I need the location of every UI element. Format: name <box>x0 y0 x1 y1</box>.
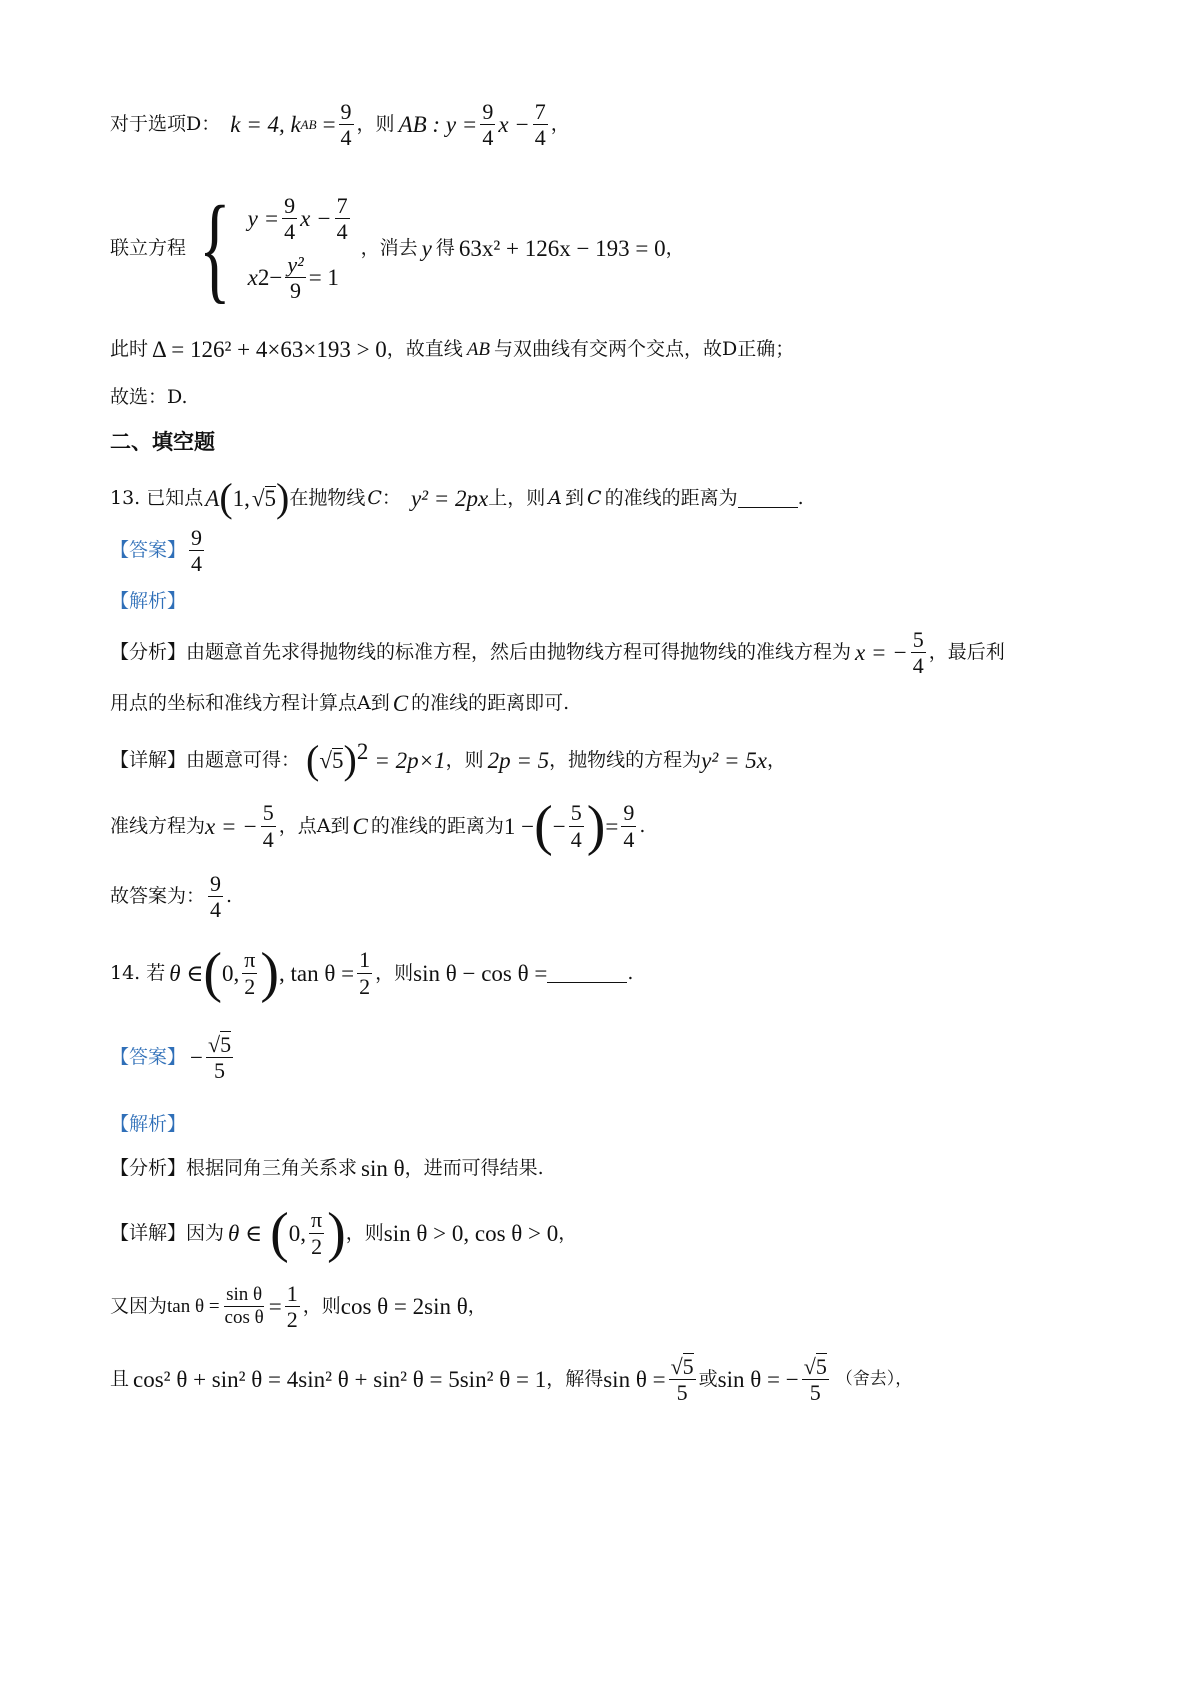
zero: 0, <box>222 960 240 986</box>
text: . <box>639 814 646 837</box>
fraction <box>480 100 495 149</box>
theta-expr: θ ∈ <box>228 1220 263 1246</box>
text: ，消去 <box>360 236 418 259</box>
frac-num: 5 <box>262 800 274 826</box>
text: . <box>627 961 634 984</box>
text: 或 <box>698 1368 718 1391</box>
text: ，则 <box>356 113 395 136</box>
fraction <box>282 194 297 243</box>
q14-qie <box>110 1355 912 1404</box>
frac-num: 9 <box>284 192 296 218</box>
fraction <box>533 100 548 149</box>
fenxi-label: 【分析】 <box>110 1157 187 1179</box>
text: ，抛物线的方程为 <box>549 748 702 771</box>
c-ref: C <box>587 486 602 509</box>
ab-label: AB <box>466 339 491 360</box>
text: 用点的坐标和准线方程计算点A到 <box>110 692 390 714</box>
sqrt-value: 5 <box>331 748 344 773</box>
text: 在抛物线 <box>289 486 366 509</box>
equals: = <box>605 813 619 839</box>
fraction <box>621 801 636 850</box>
frac-den: 5 <box>214 1058 226 1084</box>
fraction: $\frac{√5}{5}$ <box>803 1354 827 1406</box>
frac-num: 7 <box>336 192 348 218</box>
q14-xiangjie: 【详解】 因为 θ ∈ ( 0, $\frac{\pi}{2}$ ) ，则 sin θ > 0, cos θ > 0 ， <box>110 1202 578 1264</box>
parabola-eq: y² = 2px <box>410 485 489 511</box>
theta-expr: θ ∈ <box>169 960 204 986</box>
text: ， <box>558 1221 578 1244</box>
q13-final <box>110 872 232 921</box>
one-minus: 1 − <box>503 813 535 839</box>
point-a: A <box>205 485 220 511</box>
fraction <box>357 948 372 997</box>
frac-den: 2 <box>311 1233 323 1259</box>
equation-system <box>248 194 353 302</box>
choice-line <box>110 388 188 407</box>
eq2-x: x <box>247 265 258 291</box>
text: ，则 <box>345 1221 384 1244</box>
quadratic-result: 63x² + 126x − 193 = 0 <box>458 235 666 261</box>
frac-num: 1 <box>286 1281 298 1306</box>
c-ref: C <box>392 691 409 716</box>
eq2-end: = 1 <box>308 265 339 291</box>
answer-label: 【答案】 <box>110 1046 187 1069</box>
fraction: $\frac{√5}{5}$ <box>208 1032 232 1084</box>
text: ： <box>381 486 401 509</box>
section-heading <box>110 432 215 453</box>
xiangjie-label: 【详解】 <box>110 748 187 771</box>
k-expr: k = 4, k <box>230 112 301 138</box>
frac-den: 4 <box>262 826 274 852</box>
frac-num: y² <box>287 252 304 277</box>
text: ，则 <box>302 1295 341 1318</box>
answer-blank <box>547 964 627 983</box>
fenxi-label: 【分析】 <box>110 641 187 664</box>
q14-jiexi <box>110 1115 186 1134</box>
frac-num: 1 <box>359 947 371 973</box>
c-ref: C <box>352 813 368 839</box>
brace: { <box>198 181 231 314</box>
xiangjie-label: 【详解】 <box>110 1221 187 1244</box>
frac-den: 9 <box>290 278 302 304</box>
sin-expr: sin θ = <box>603 1367 666 1393</box>
system-prefix: 联立方程 <box>110 236 187 259</box>
frac-den: 4 <box>336 218 348 244</box>
eq-expr: = 2p×1 <box>374 747 446 773</box>
q13-fenxi <box>110 628 1005 677</box>
jiexi-label: 【解析】 <box>110 590 187 612</box>
eq2-expr: 2p = 5 <box>487 747 550 773</box>
q13-jiexi <box>110 592 186 611</box>
frac-den: 2 <box>244 973 256 999</box>
text: 上，则 <box>488 486 546 509</box>
fraction <box>911 628 926 677</box>
eq3-expr: y² = 5x <box>701 747 768 773</box>
text: 的准线的距离即可. <box>411 692 570 714</box>
text: ，故直线 <box>386 338 463 360</box>
text: ，最后利 <box>928 641 1005 664</box>
sqrt-value: 5 <box>220 1032 232 1057</box>
frac-den: 4 <box>191 551 203 577</box>
text: 的准线的距离为 <box>370 814 504 837</box>
sin-expr: sin θ = − <box>717 1367 799 1393</box>
system-line <box>110 181 685 314</box>
frac-den: 4 <box>340 125 352 151</box>
minus: − <box>552 813 566 839</box>
zero: 0, <box>288 1220 307 1246</box>
frac-num: 9 <box>340 99 352 124</box>
eq1-x: x − <box>300 205 332 231</box>
section-title: 二、填空题 <box>110 430 215 454</box>
option-d-line <box>110 100 570 149</box>
fraction <box>208 872 223 921</box>
x-expr: x − <box>498 112 530 138</box>
fraction <box>285 253 305 302</box>
frac-num: π <box>244 947 256 973</box>
text: ， <box>665 236 685 259</box>
x-expr: x = − <box>855 640 908 666</box>
frac-den: 4 <box>210 897 222 923</box>
text: 因为 <box>186 1221 225 1244</box>
option-d-prefix: 对于选项D： <box>110 113 221 136</box>
q13-answer <box>110 526 207 575</box>
frac-num: sin θ <box>226 1284 263 1306</box>
frac-den: 4 <box>912 653 924 679</box>
paren-right: ) <box>276 475 290 520</box>
question-number: 13. 已知点 <box>110 486 204 509</box>
text: ，则 <box>375 961 414 984</box>
kab-subscript: AB <box>300 117 317 133</box>
fraction: $\frac{√5}{5}$ <box>670 1354 694 1406</box>
text: 且 <box>110 1368 130 1391</box>
text: ，解得 <box>546 1368 604 1391</box>
sin-expr: sin θ <box>361 1156 405 1181</box>
sign-expr: sin θ > 0, cos θ > 0 <box>383 1220 559 1246</box>
equation-2: x 2 − $\frac{\text{y²}}{9}$ = 1 <box>247 252 339 304</box>
q13-xiangjie: 【详解】 由题意可得： ( √ 5 ) 2 = 2p×1 ，则 2p = 5 ，抛物线的方程为 y² = 5x ， <box>110 737 787 782</box>
fraction <box>285 1282 300 1331</box>
question-14: 14. 若 θ ∈ ( 0, $\frac{\pi}{2}$ ) , tan θ = $\frac{1}{2}$ ，则 sin θ − cos θ = . <box>110 942 634 1004</box>
q14-fenxi <box>110 1157 544 1180</box>
q13-fenxi-2 <box>110 692 569 715</box>
frac-den: 4 <box>534 125 546 151</box>
tan-expr: tan θ = <box>167 1296 220 1318</box>
coord-sqrt: 5 <box>264 486 277 511</box>
fraction <box>309 1208 324 1257</box>
text: 故答案为： <box>110 885 206 908</box>
question-13: 13. 已知点 A ( 1, √ 5 ) 在抛物线 C ： y² = 2px 上，则 A 到 C 的准线的距离为 . <box>110 475 804 520</box>
coord-x: 1, <box>232 485 250 511</box>
q14-answer <box>110 1033 236 1082</box>
discriminant-line <box>110 338 794 361</box>
identity-expr: cos² θ + sin² θ = 4sin² θ + sin² θ = 5sin² θ = 1 <box>133 1367 547 1393</box>
text: 又因为 <box>110 1295 168 1318</box>
equals: = <box>322 112 336 138</box>
discriminant-expr: Δ = 126² + 4×63×193 > 0 <box>152 337 387 362</box>
frac-num: π <box>311 1207 323 1233</box>
frac-den: 4 <box>284 218 296 244</box>
equals: = <box>268 1294 282 1320</box>
text: 此时 <box>110 338 149 360</box>
text: ，进而可得结果. <box>404 1157 544 1179</box>
frac-den: cos θ <box>224 1307 264 1329</box>
fraction <box>569 801 584 850</box>
sqrt-value: 5 <box>682 1354 694 1379</box>
eq1-y: y = <box>247 205 280 231</box>
ab-expr: AB : y = <box>398 112 478 138</box>
parabola-c: C <box>367 486 382 509</box>
tan-expr: , tan θ = <box>279 960 355 986</box>
text: ， <box>767 748 787 771</box>
question-number: 14. 若 <box>110 961 166 984</box>
frac-num: 9 <box>482 99 494 124</box>
text: . <box>797 486 804 509</box>
text: ，则 <box>445 748 484 771</box>
text: 准线方程为 <box>110 814 206 837</box>
answer-label: 【答案】 <box>110 539 187 562</box>
frac-num: 5 <box>570 800 582 826</box>
jiexi-label: 【解析】 <box>110 1113 187 1135</box>
frac-num: 9 <box>191 525 203 550</box>
q14-you <box>110 1282 487 1331</box>
cos-expr: cos θ = 2sin θ <box>340 1294 468 1320</box>
text: 由题意首先求得抛物线的标准方程，然后由抛物线方程可得抛物线的准线方程为 <box>186 641 852 664</box>
frac-den: 5 <box>809 1380 821 1406</box>
text: ，点A到 <box>278 814 350 837</box>
frac-den: 4 <box>623 826 635 852</box>
frac-num: 9 <box>210 871 222 896</box>
fraction <box>335 194 350 243</box>
choice-text: 故选：D. <box>110 386 188 408</box>
text: 由题意可得： <box>186 748 301 771</box>
frac-den: 4 <box>482 125 494 151</box>
text: 到 <box>565 486 585 509</box>
sqrt-value: 5 <box>815 1354 827 1379</box>
minus: − <box>190 1045 203 1071</box>
note: （舍去）， <box>835 1369 913 1390</box>
text: 得 <box>435 236 455 259</box>
text: ， <box>550 113 570 136</box>
text: . <box>226 885 233 908</box>
frac-den: 2 <box>286 1307 298 1333</box>
fraction <box>242 948 257 997</box>
fraction <box>339 100 354 149</box>
frac-num: 7 <box>534 99 546 124</box>
frac-den: 5 <box>676 1380 688 1406</box>
fraction <box>261 801 276 850</box>
q13-zhunxian: 准线方程为 x = − $\frac{5}{4}$ ，点A到 C 的准线的距离为 1 − ( − $\frac{5}{4}$ ) = $\frac{9}{4}$ . <box>110 795 646 857</box>
frac-den: 2 <box>359 973 371 999</box>
eq2-minus: − <box>269 265 283 291</box>
paren-left: ( <box>219 475 233 520</box>
point-a-ref: A <box>548 486 563 509</box>
text: 的准线的距离为 <box>604 486 738 509</box>
frac-den: 4 <box>570 826 582 852</box>
text: 与双曲线有交两个交点，故D正确； <box>494 338 795 360</box>
equation-1 <box>248 194 353 243</box>
text: ， <box>467 1295 487 1318</box>
answer-blank <box>738 489 798 508</box>
text: 根据同角三角关系求 <box>186 1157 358 1179</box>
sin-cos-expr: sin θ − cos θ = <box>413 960 548 986</box>
y-var: y <box>421 235 432 261</box>
frac-num: 9 <box>623 800 635 826</box>
x-expr: x = − <box>205 813 258 839</box>
fraction <box>189 526 204 575</box>
fraction <box>223 1285 266 1328</box>
frac-num: 5 <box>912 627 924 652</box>
